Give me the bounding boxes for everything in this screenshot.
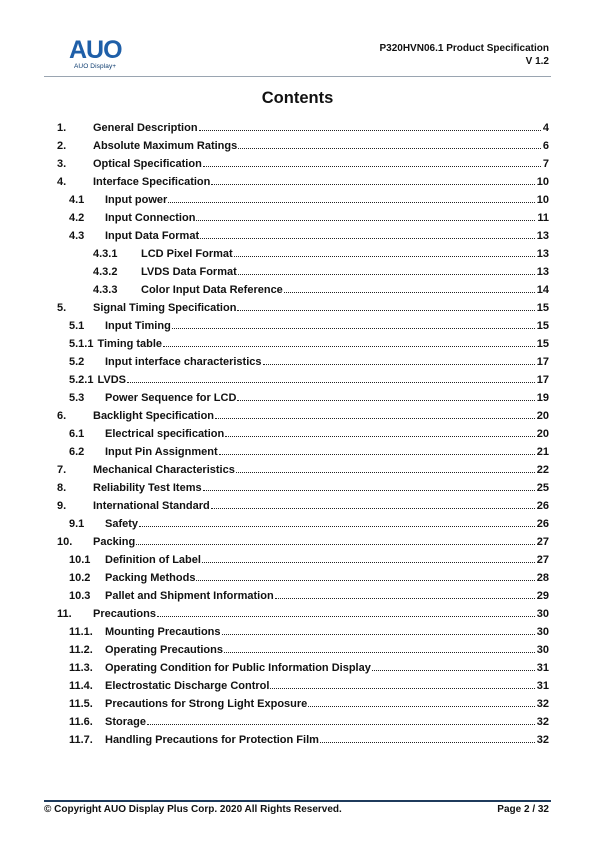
toc-entry-label: Packing Methods	[105, 572, 196, 584]
toc-entry-page: 4	[542, 122, 549, 134]
toc-dot-leader	[172, 327, 535, 329]
toc-dot-leader	[163, 345, 535, 347]
toc-entry-number: 11.5.	[69, 698, 93, 710]
toc-dot-leader	[127, 381, 535, 383]
toc-entry-label: Input Timing	[105, 320, 171, 332]
toc-entry-page: 14	[536, 284, 549, 296]
toc-entry[interactable]	[57, 116, 549, 134]
toc-dot-leader	[225, 435, 535, 437]
toc-entry-label: Handling Precautions for Protection Film	[105, 734, 319, 746]
toc-entry[interactable]	[57, 566, 549, 584]
toc-entry-label: Electrostatic Discharge Control	[105, 680, 270, 692]
toc-dot-leader	[219, 453, 535, 455]
toc-entry-number: 11.7.	[69, 734, 93, 746]
toc-entry[interactable]	[57, 170, 549, 188]
toc-entry-number: 4.3	[69, 230, 85, 242]
toc-entry-number: 4.	[57, 176, 67, 188]
toc-entry[interactable]	[57, 530, 549, 548]
toc-entry-label: Color Input Data Reference	[141, 284, 283, 296]
toc-entry[interactable]	[57, 332, 549, 350]
toc-entry-page: 32	[536, 698, 549, 710]
toc-dot-leader	[238, 273, 535, 275]
toc-entry[interactable]	[57, 404, 549, 422]
toc-dot-leader	[234, 255, 535, 257]
toc-entry[interactable]	[57, 476, 549, 494]
toc-entry-label: LCD Pixel Format	[141, 248, 233, 260]
toc-dot-leader	[157, 615, 535, 617]
toc-entry-number: 10.3	[69, 590, 91, 602]
page-title: Contents	[261, 89, 334, 107]
toc-entry-label: Operating Condition for Public Information Display	[105, 662, 371, 674]
toc-entry-label: General Description	[93, 122, 198, 134]
toc-entry[interactable]	[57, 692, 549, 710]
table-of-contents	[57, 116, 549, 746]
toc-dot-leader	[199, 129, 541, 131]
toc-entry-page: 32	[536, 734, 549, 746]
document-version: V 1.2	[525, 56, 549, 67]
toc-entry[interactable]	[57, 386, 549, 404]
toc-dot-leader	[320, 741, 535, 743]
toc-entry-label: LVDS Data Format	[141, 266, 237, 278]
toc-entry-label: Storage	[105, 716, 146, 728]
toc-entry-page: 21	[536, 446, 549, 458]
toc-entry-label: Timing table	[97, 338, 163, 350]
toc-entry-number: 11.3.	[69, 662, 93, 674]
toc-entry-number: 10.	[57, 536, 73, 548]
toc-entry-page: 20	[536, 410, 549, 422]
toc-entry-page: 30	[536, 608, 549, 620]
toc-entry-page: 13	[536, 248, 549, 260]
toc-entry-label: Electrical specification	[105, 428, 225, 440]
toc-entry[interactable]	[57, 224, 549, 242]
toc-entry[interactable]	[57, 584, 549, 602]
toc-entry-number: 9.	[57, 500, 67, 512]
toc-entry-page: 26	[536, 518, 549, 530]
toc-entry-label: Power Sequence for LCD	[105, 392, 237, 404]
toc-entry-page: 27	[536, 536, 549, 548]
toc-dot-leader	[270, 687, 534, 689]
toc-entry-page: 25	[536, 482, 549, 494]
toc-entry-number: 5.2	[69, 356, 85, 368]
toc-entry-number: 2.	[57, 140, 67, 152]
toc-entry[interactable]	[57, 494, 549, 512]
toc-entry-number: 10.1	[69, 554, 91, 566]
toc-entry-label: Operating Precautions	[105, 644, 223, 656]
svg-text:AUO: AUO	[69, 36, 122, 62]
toc-entry-page: 31	[536, 662, 549, 674]
toc-entry[interactable]	[57, 260, 549, 278]
toc-dot-leader	[147, 723, 535, 725]
document-header	[379, 42, 549, 68]
toc-dot-leader	[238, 147, 541, 149]
toc-entry-page: 13	[536, 266, 549, 278]
toc-dot-leader	[308, 705, 534, 707]
toc-entry-label: Input Connection	[105, 212, 196, 224]
toc-entry[interactable]	[57, 638, 549, 656]
toc-entry-page: 13	[536, 230, 549, 242]
toc-entry-number: 6.1	[69, 428, 85, 440]
toc-dot-leader	[372, 669, 535, 671]
toc-entry[interactable]	[57, 602, 549, 620]
toc-entry-page: 7	[542, 158, 549, 170]
toc-entry-label: International Standard	[93, 500, 210, 512]
toc-entry-label: LVDS	[97, 374, 126, 386]
toc-entry-page: 15	[536, 338, 549, 350]
footer-divider	[44, 800, 551, 802]
toc-entry[interactable]	[57, 314, 549, 332]
toc-entry-label: Input Pin Assignment	[105, 446, 218, 458]
toc-entry-label: Precautions	[93, 608, 156, 620]
toc-entry-number: 5.1	[69, 320, 85, 332]
toc-entry-page: 17	[536, 374, 549, 386]
toc-entry-page: 17	[536, 356, 549, 368]
toc-entry[interactable]	[57, 548, 549, 566]
toc-entry-number: 11.4.	[69, 680, 93, 692]
toc-entry-page: 15	[536, 320, 549, 332]
toc-entry[interactable]	[57, 710, 549, 728]
toc-entry-label: Signal Timing Specification	[93, 302, 237, 314]
toc-entry-number: 4.3.3	[93, 284, 118, 296]
toc-entry-number: 6.2	[69, 446, 85, 458]
toc-dot-leader	[222, 633, 535, 635]
toc-entry-number: 5.3	[69, 392, 85, 404]
toc-dot-leader	[203, 165, 541, 167]
toc-entry-page: 26	[536, 500, 549, 512]
toc-entry-page: 10	[536, 194, 549, 206]
toc-dot-leader	[237, 309, 534, 311]
toc-dot-leader	[211, 507, 535, 509]
toc-dot-leader	[211, 183, 534, 185]
toc-entry-label: Mounting Precautions	[105, 626, 221, 638]
toc-entry[interactable]	[57, 278, 549, 296]
toc-dot-leader	[139, 525, 535, 527]
toc-entry-label: Input power	[105, 194, 168, 206]
toc-entry[interactable]	[57, 206, 549, 224]
toc-entry-page: 31	[536, 680, 549, 692]
auo-logo-mark	[68, 36, 132, 62]
toc-entry[interactable]	[57, 422, 549, 440]
toc-entry-number: 5.1.1	[69, 338, 94, 350]
toc-entry-label: Definition of Label	[105, 554, 201, 566]
toc-dot-leader	[196, 219, 535, 221]
toc-entry-page: 30	[536, 644, 549, 656]
toc-entry-number: 11.2.	[69, 644, 93, 656]
toc-dot-leader	[200, 237, 535, 239]
toc-entry-label: Pallet and Shipment Information	[105, 590, 274, 602]
toc-entry-number: 6.	[57, 410, 67, 422]
toc-entry[interactable]	[57, 368, 549, 386]
toc-entry-page: 30	[536, 626, 549, 638]
toc-entry[interactable]	[57, 674, 549, 692]
toc-entry-page: 32	[536, 716, 549, 728]
toc-entry[interactable]	[57, 296, 549, 314]
header-divider	[44, 76, 551, 77]
toc-entry-label: Absolute Maximum Ratings	[93, 140, 238, 152]
toc-entry[interactable]	[57, 728, 549, 746]
toc-entry-number: 11.6.	[69, 716, 93, 728]
toc-entry-number: 9.1	[69, 518, 85, 530]
toc-entry-number: 11.1.	[69, 626, 93, 638]
toc-dot-leader	[136, 543, 535, 545]
toc-dot-leader	[284, 291, 535, 293]
toc-entry-label: Packing	[93, 536, 136, 548]
toc-entry-number: 8.	[57, 482, 67, 494]
toc-entry-number: 7.	[57, 464, 67, 476]
toc-entry-number: 5.	[57, 302, 67, 314]
toc-entry[interactable]	[57, 242, 549, 260]
toc-dot-leader	[203, 489, 535, 491]
toc-entry[interactable]	[57, 350, 549, 368]
toc-dot-leader	[275, 597, 535, 599]
toc-entry-label: Interface Specification	[93, 176, 211, 188]
toc-entry-number: 4.2	[69, 212, 85, 224]
toc-entry-number: 4.3.2	[93, 266, 118, 278]
footer-page-number: Page 2 / 32	[497, 804, 549, 815]
toc-dot-leader	[236, 471, 535, 473]
toc-dot-leader	[224, 651, 535, 653]
toc-entry-label: Mechanical Characteristics	[93, 464, 235, 476]
toc-entry[interactable]	[57, 134, 549, 152]
document-title: P320HVN06.1 Product Specification	[379, 43, 549, 54]
toc-entry-page: 27	[536, 554, 549, 566]
toc-entry-number: 4.1	[69, 194, 85, 206]
toc-entry-page: 29	[536, 590, 549, 602]
toc-entry-page: 10	[536, 176, 549, 188]
toc-dot-leader	[237, 399, 534, 401]
logo-subtitle: AUO Display+	[74, 63, 117, 70]
toc-entry[interactable]	[57, 620, 549, 638]
toc-dot-leader	[168, 201, 534, 203]
toc-entry-page: 11	[537, 212, 549, 224]
toc-entry-label: Input Data Format	[105, 230, 200, 242]
toc-dot-leader	[215, 417, 535, 419]
toc-entry-number: 4.3.1	[93, 248, 118, 260]
toc-entry-number: 10.2	[69, 572, 91, 584]
toc-entry-number: 11.	[57, 608, 72, 620]
footer-copyright: © Copyright AUO Display Plus Corp. 2020 All Rights Reserved.	[44, 804, 342, 815]
toc-entry[interactable]	[57, 188, 549, 206]
toc-entry[interactable]	[57, 440, 549, 458]
toc-entry-page: 15	[536, 302, 549, 314]
toc-entry-label: Optical Specification	[93, 158, 202, 170]
toc-entry-label: Backlight Specification	[93, 410, 215, 422]
toc-entry-page: 28	[536, 572, 549, 584]
toc-dot-leader	[202, 561, 535, 563]
toc-entry[interactable]	[57, 512, 549, 530]
toc-entry-page: 19	[536, 392, 549, 404]
toc-dot-leader	[196, 579, 534, 581]
toc-entry-label: Precautions for Strong Light Exposure	[105, 698, 308, 710]
toc-entry[interactable]	[57, 152, 549, 170]
company-logo	[68, 36, 132, 76]
toc-entry-number: 5.2.1	[69, 374, 94, 386]
toc-entry-number: 1.	[57, 122, 67, 134]
toc-dot-leader	[263, 363, 535, 365]
toc-entry[interactable]	[57, 458, 549, 476]
toc-entry-page: 20	[536, 428, 549, 440]
toc-entry-label: Reliability Test Items	[93, 482, 202, 494]
toc-entry-label: Input interface characteristics	[105, 356, 262, 368]
toc-entry-page: 22	[536, 464, 549, 476]
toc-entry[interactable]	[57, 656, 549, 674]
toc-entry-page: 6	[542, 140, 549, 152]
toc-entry-label: Safety	[105, 518, 139, 530]
toc-entry-number: 3.	[57, 158, 67, 170]
